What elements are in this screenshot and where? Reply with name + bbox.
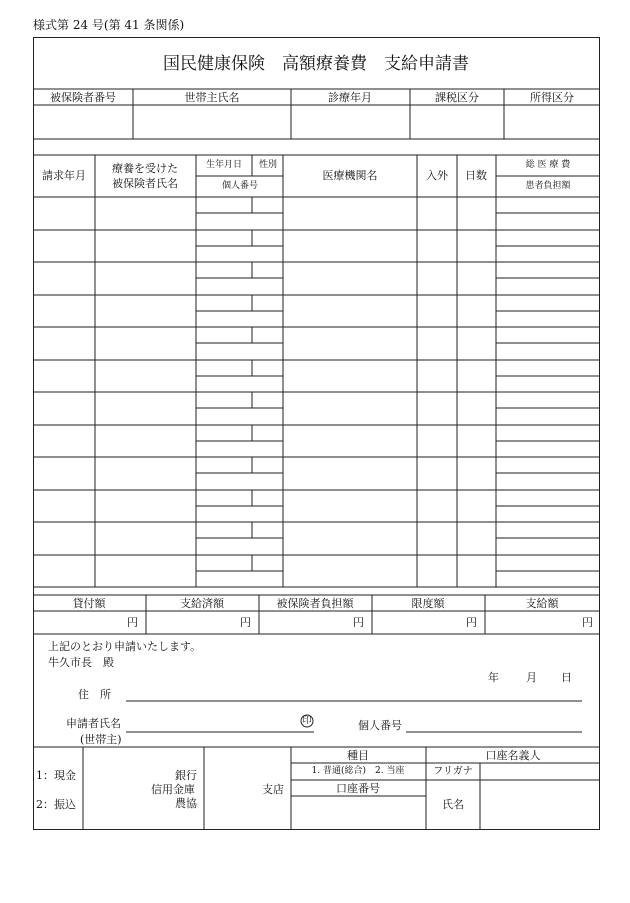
gender-header: 性別 <box>258 160 278 170</box>
patient-name-header-line2: 被保険者氏名 <box>112 177 178 190</box>
limit-amount-header: 限度額 <box>411 597 445 610</box>
year-label: 年 <box>488 671 499 684</box>
branch-label: 支店 <box>262 783 284 796</box>
insured-burden-yen: 円 <box>353 616 364 629</box>
holder-name-label: 氏名 <box>442 798 464 811</box>
in-out-header: 入外 <box>426 169 448 182</box>
month-label: 月 <box>526 671 537 684</box>
claim-month-header: 請求年月 <box>42 169 86 182</box>
account-type-header: 種目 <box>347 749 369 762</box>
insured-number-field[interactable] <box>34 106 132 138</box>
patient-burden-header: 患者負担額 <box>525 181 571 191</box>
loan-amount-header: 貸付額 <box>72 597 106 610</box>
loan-amount-yen: 円 <box>127 616 138 629</box>
account-holder-header: 口座名義人 <box>485 749 541 762</box>
applicant-name-label: 申請者氏名 <box>66 717 121 730</box>
days-header: 日数 <box>465 169 487 182</box>
furigana-field[interactable] <box>481 764 599 779</box>
household-head-name-header: 世帯主氏名 <box>184 91 240 104</box>
tax-category-field[interactable] <box>411 106 503 138</box>
institution-header: 医療機関名 <box>322 169 378 182</box>
furigana-label: フリガナ <box>433 766 473 777</box>
paid-amount-header: 支給済額 <box>180 597 224 610</box>
account-number-header: 口座番号 <box>336 782 380 795</box>
patient-name-header-line1: 療養を受けた <box>112 162 178 175</box>
treatment-month-field[interactable] <box>292 106 409 138</box>
tax-category-header: 課税区分 <box>435 91 479 104</box>
credit-union-label: 信用金庫 <box>151 783 195 796</box>
address-label: 住 所 <box>78 688 111 701</box>
total-cost-header: 総 医 療 費 <box>525 160 571 170</box>
agri-coop-label: 農協 <box>175 797 197 810</box>
seal-mark: 印 <box>302 716 312 726</box>
treatment-month-header: 診療年月 <box>328 91 372 104</box>
limit-amount-yen: 円 <box>466 616 477 629</box>
insured-number-header: 被保険者番号 <box>50 91 116 104</box>
payment-amount-yen: 円 <box>582 616 593 629</box>
personal-number-header: 個人番号 <box>221 181 259 191</box>
account-number-field[interactable] <box>292 797 425 829</box>
declaration-statement: 上記のとおり申請いたします。 <box>48 640 202 653</box>
household-head-note: (世帯主) <box>80 733 122 746</box>
holder-name-field[interactable] <box>481 781 599 829</box>
cash-option[interactable]: 1：現金 <box>36 769 76 782</box>
bank-label: 銀行 <box>175 769 197 782</box>
form-code: 様式第 24 号(第 41 条関係) <box>33 18 185 32</box>
insured-burden-header: 被保険者負担額 <box>276 597 354 610</box>
applicant-name-field[interactable] <box>126 714 300 732</box>
income-category-header: 所得区分 <box>530 91 574 104</box>
account-type-options[interactable]: 1. 普通(総合) 2. 当座 <box>311 766 405 776</box>
personal-number-label: 個人番号 <box>358 719 402 732</box>
birth-date-header: 生年月日 <box>205 160 243 170</box>
transfer-option[interactable]: 2：振込 <box>36 798 76 811</box>
household-head-name-field[interactable] <box>134 106 290 138</box>
personal-number-field[interactable] <box>406 714 582 732</box>
addressee: 牛久市長 殿 <box>48 656 114 669</box>
paid-amount-yen: 円 <box>240 616 251 629</box>
income-category-field[interactable] <box>505 106 599 138</box>
address-field[interactable] <box>126 684 582 701</box>
day-label: 日 <box>561 671 572 684</box>
form-title: 国民健康保険 高額療養費 支給申請書 <box>163 54 469 74</box>
payment-amount-header: 支給額 <box>525 597 559 610</box>
